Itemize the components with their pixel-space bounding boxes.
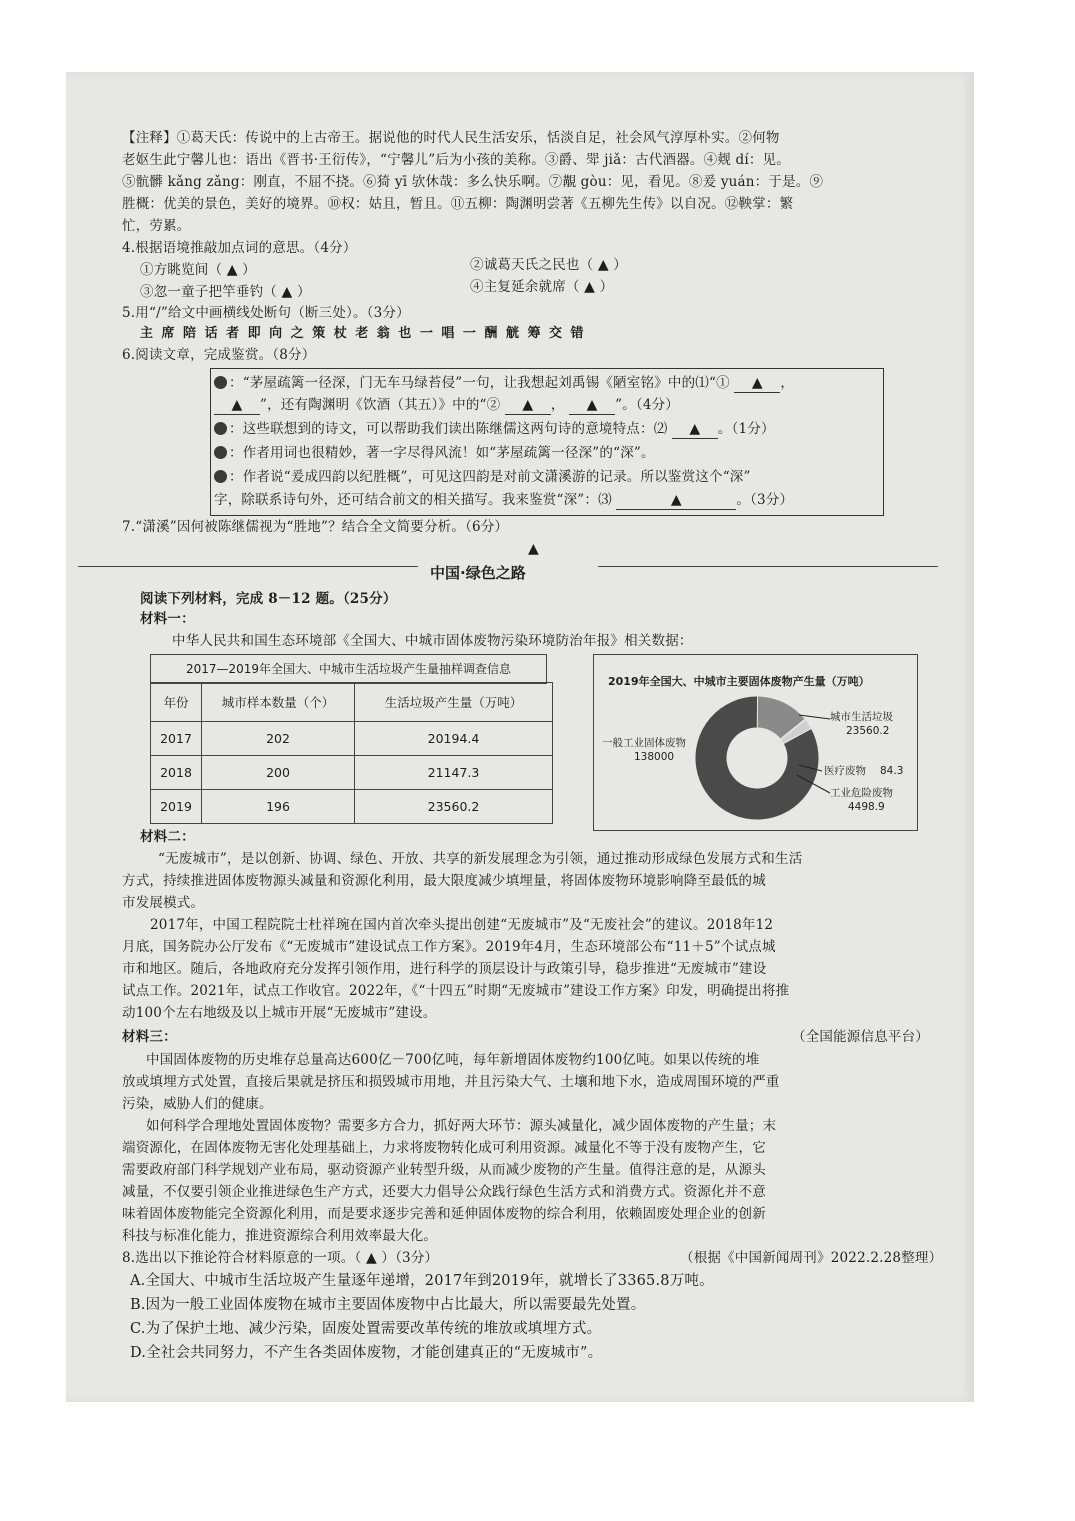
dialog-text: 字，除联系诗句外，还可结合前文的相关描写。我来鉴赏“深”：⑶ [214,492,612,508]
garbage-table [150,682,553,824]
q4-item-text: ④主复延余就席（ [470,279,580,295]
table-cell: 23560.2 [355,790,553,824]
paragraph-line: 需要政府部门科学规划产业布局，驱动资源产业转型升级，从而减少废物的产生量。值得注意的是，从源头 [122,1162,766,1178]
question-7-stem: 7.“潇溪”因何被陈继儒视为“胜地”？结合全文简要分析。（6分） [122,519,509,535]
section-title: 中国·绿色之路 [430,564,526,582]
student-avatar-icon [214,376,227,389]
source-citation: （根据《中国新闻周刊》2022.2.28整理） [680,1250,943,1266]
slice-label-name: 工业危险废物 [830,787,893,799]
dialog-line [214,491,793,510]
table-cell: 2019 [151,790,202,824]
table-header-row [151,683,553,722]
paragraph-line: 市发展模式。 [122,895,205,911]
dialog-text: ”。（4分） [615,397,680,413]
question-8-stem [122,1249,438,1267]
slice-label-name: 城市生活垃圾 [830,711,893,723]
material-2-label: 材料二： [140,829,195,845]
table-row [151,756,553,790]
answer-blank[interactable]: ▲ [751,375,763,391]
table-cell: 202 [202,722,355,756]
table-cell: 2017 [151,722,202,756]
q8-stem-text: ）（3分） [381,1250,439,1266]
material-1-label: 材料一： [140,611,195,627]
dialog-text: ：作者用词也很精妙，著一字尽得风流！如“茅屋疏篱一径深”的“深”。 [229,445,655,461]
paragraph-line: 端资源化，在固体废物无害化处理基础上，力求将废物转化成可利用资源。减量化不等于没有废物产生，它 [122,1140,766,1156]
dialog-line [214,444,655,462]
question-4-stem: 4.根据语境推敲加点词的意思。（4分） [122,240,357,256]
answer-blank[interactable]: ▲ [584,279,596,295]
dialog-text: ：这些联想到的诗文，可以帮助我们读出陈继儒这两句诗的意境特点：⑵ [229,421,668,437]
note-line: ⑤骯髒 kǎng zǎng：刚直，不屈不挠。⑥猗 yī 欤休哉：多么快乐啊。⑦覯 gòu：见，看见。⑧爰 yuán：于是。⑨ [122,174,824,190]
answer-blank[interactable]: ▲ [586,397,598,413]
table-header: 生活垃圾产生量（万吨） [355,683,553,722]
paragraph-line: 中国固体废物的历史堆存总量高达600亿－700亿吨，每年新增固体废物约100亿吨。如果以传统的堆 [146,1052,760,1068]
dialog-text: 。（1分） [717,421,775,437]
answer-blank[interactable]: ▲ [528,541,539,557]
slice-label-value: 4498.9 [848,801,885,813]
answer-blank[interactable]: ▲ [670,492,682,508]
note-line: 忙，劳累。 [122,218,191,234]
dialog-line [214,420,775,439]
note-line: 老妪生此宁馨儿也：语出《晋书·王衍传》，“宁馨儿”后为小孩的美称。③爵、斝 jiǎ：古代酒器。④觌 dí：见。 [122,152,790,168]
answer-blank[interactable]: ▲ [522,397,534,413]
material-3-label: 材料三： [122,1029,177,1045]
dialog-line [214,468,751,486]
paragraph-line: 污染，威胁人们的健康。 [122,1096,273,1112]
section-divider-left [78,566,418,567]
dialog-text: ”，还有陶渊明《饮酒（其五）》中的“② [260,397,501,413]
paragraph-line: 月底，国务院办公厅发布《“无废城市”建设试点工作方案》。2019年4月，生态环境部公布“11＋5”个试点城 [122,939,776,955]
dialog-text: ：作者说“爰成四韵以纪胜概”，可见这四韵是对前文潇溪游的记录。所以鉴赏这个“深” [229,469,751,485]
slice-label-value: 84.3 [880,765,904,777]
answer-blank[interactable]: ▲ [226,262,238,278]
option-c[interactable]: C.为了保护土地、减少污染，固废处置需要改革传统的堆放或填埋方式。 [130,1321,602,1337]
paragraph-line: 如何科学合理地处置固体废物？需要多方合力，抓好两大环节：源头减量化，减少固体废物的产生量；末 [146,1118,777,1134]
slice-label-value: 138000 [634,751,675,763]
table-row [151,790,553,824]
chart-title: 2019年全国大、中城市主要固体废物产生量（万吨） [608,675,870,688]
table-header: 城市样本数量（个） [202,683,355,722]
student-avatar-icon [214,422,227,435]
q8-stem-text: 8.选出以下推论符合材料原意的一项。（ [122,1250,362,1266]
question-5-stem: 5.用“/”给文中画横线处断句（断三处）。（3分） [122,305,410,321]
paragraph-line: 市和地区。随后，各地政府充分发挥引领作用，进行科学的顶层设计与政策引导，稳步推进“无废城市”建设 [122,961,767,977]
q4-item [140,283,311,301]
table-header: 年份 [151,683,202,722]
table-cell: 196 [202,790,355,824]
note-line: 胜概：优美的景色，美好的境界。⑩权：姑且，暂且。⑪五柳：陶渊明尝著《五柳先生传》以自况。⑫鞅掌：繁 [122,196,794,212]
dialog-text: ：“茅屋疏篱一径深，门无车马绿苔侵”一句，让我想起刘禹锡《陋室铭》中的⑴“① [229,375,730,391]
answer-blank[interactable]: ▲ [365,1250,377,1266]
q4-item [470,278,613,296]
answer-blank[interactable]: ▲ [689,421,701,437]
question-6-stem: 6.阅读文章，完成鉴赏。（8分） [122,347,316,363]
q4-item-text: ①方眺览间（ [140,262,223,278]
dialog-line: ▲ ”，还有陶渊明《饮酒（其五）》中的“② ▲ ， ▲ ”。（4分） [214,396,679,415]
table-cell: 20194.4 [355,722,553,756]
slice-label-name: 一般工业固体废物 [602,737,686,749]
paragraph-line: 味着固体废物能完全资源化利用，而是要求逐步完善和延伸固体废物的综合利用，依赖固废处理企业的创新 [122,1206,766,1222]
paragraph-line: 动100个左右地级及以上城市开展“无废城市”建设。 [122,1005,437,1021]
section-divider-right [598,566,938,567]
solid-waste-donut-chart [593,654,918,831]
paragraph-line: 科技与标准化能力，推进资源综合利用效率最大化。 [122,1228,438,1244]
slice-label-value: 23560.2 [846,725,890,737]
paragraph-line: 2017年，中国工程院院士杜祥琬在国内首次牵头提出创建“无废城市”及“无废社会”的建议。2018年12 [150,917,774,933]
table-cell: 200 [202,756,355,790]
q4-close: ） [613,257,627,273]
table-caption: 2017—2019年全国大、中城市生活垃圾产生量抽样调查信息 [150,654,547,684]
paragraph-line: 减量，不仅要引领企业推进绿色生产方式，还要大力倡导公众践行绿色生活方式和消费方式。资源化并不意 [122,1184,766,1200]
dialog-line: ：“茅屋疏篱一径深，门无车马绿苔侵”一句，让我想起刘禹锡《陋室铭》中的⑴“① ▲ ， [214,374,794,393]
q4-item [140,261,256,279]
table-cell: 21147.3 [355,756,553,790]
answer-blank[interactable]: ▲ [231,397,243,413]
option-a[interactable]: A.全国大、中城市生活垃圾产生量逐年递增，2017年到2019年，就增长了3365.8万吨。 [130,1273,714,1289]
q5-sentence[interactable]: 主 席 陪 话 者 即 向 之 策 杖 老 翁 也 一 唱 一 酬 觥 筹 交 错 [140,326,586,341]
q4-close: ） [296,284,311,300]
q4-item-text: ③忽一童子把竿垂钓（ [140,284,277,300]
slice-label-name: 医疗废物 [824,765,866,777]
student-avatar-icon [214,470,227,483]
paragraph-line: “无废城市”，是以创新、协调、绿色、开放、共享的新发展理念为引领，通过推动形成绿色发展方式和生活 [158,851,803,867]
paragraph-line: 放或填埋方式处置，直接后果就是挤压和损毁城市用地，并且污染大气、土壤和地下水，造成周围环境的严重 [122,1074,780,1090]
q4-close: ） [242,262,256,278]
material-1-lead: 中华人民共和国生态环境部《全国大、中城市固体废物污染环境防治年报》相关数据： [172,633,693,649]
paragraph-line: 方式，持续推进固体废物源头减量和资源化利用，最大限度减少填埋量，将固体废物环境影响降至最低的城 [122,873,766,889]
answer-blank[interactable]: ▲ [281,284,293,300]
q4-close: ） [599,279,614,295]
section-intro: 阅读下列材料，完成 8－12 题。（25分） [140,591,397,607]
paragraph-line: 试点工作。2021年，试点工作收官。2022年，《“十四五”时期“无废城市”建设工作方案》印发，明确提出将推 [122,983,790,999]
q4-item-text: ②诚葛天氏之民也（ [470,257,594,273]
q4-item [470,256,627,274]
dialog-text: 。（3分） [736,492,794,508]
option-b[interactable]: B.因为一般工业固体废物在城市主要固体废物中占比最大，所以需要最先处置。 [130,1297,646,1313]
answer-blank[interactable]: ▲ [597,257,609,273]
table-cell: 2018 [151,756,202,790]
student-avatar-icon [214,446,227,459]
option-d[interactable]: D.全社会共同努力，不产生各类固体废物，才能创建真正的“无废城市”。 [130,1345,603,1361]
source-citation: （全国能源信息平台） [792,1029,929,1045]
table-row [151,722,553,756]
note-line: 【注释】①葛天氏：传说中的上古帝王。据说他的时代人民生活安乐，恬淡自足，社会风气淳厚朴实。②何物 [122,130,780,146]
